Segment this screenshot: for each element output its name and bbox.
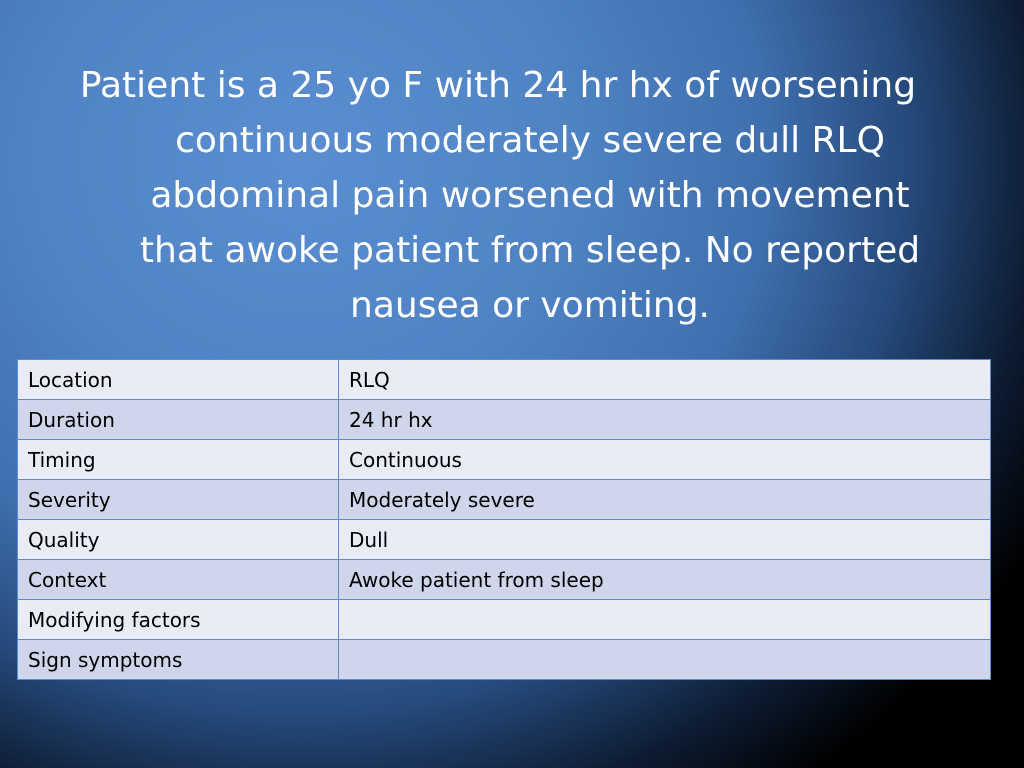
body-text-line: abdominal pain worsened with movement [150, 175, 910, 216]
table-row [18, 480, 991, 520]
row-label: Context [18, 560, 339, 600]
row-label: Timing [18, 440, 339, 480]
body-text-line: Patient is a 25 yo F with 24 hr hx of worsening [79, 65, 917, 106]
row-label: Quality [18, 520, 339, 560]
row-label: Location [18, 360, 339, 400]
table-row [18, 560, 991, 600]
row-value: Moderately severe [339, 480, 991, 520]
body-text-line: that awoke patient from sleep. No reported [139, 230, 921, 271]
row-label: Sign symptoms [18, 640, 339, 680]
body-text-line: continuous moderately severe dull RLQ [175, 120, 885, 161]
table-row [18, 400, 991, 440]
row-value [339, 600, 991, 640]
body-text-line: nausea or vomiting. [350, 285, 710, 326]
table-row [18, 520, 991, 560]
row-value: RLQ [339, 360, 991, 400]
row-value: Awoke patient from sleep [339, 560, 991, 600]
hpi-table [17, 359, 991, 680]
table-row [18, 360, 991, 400]
row-label: Severity [18, 480, 339, 520]
row-value: Continuous [339, 440, 991, 480]
row-label: Modifying factors [18, 600, 339, 640]
row-value [339, 640, 991, 680]
table-row [18, 640, 991, 680]
row-value: 24 hr hx [339, 400, 991, 440]
row-label: Duration [18, 400, 339, 440]
table-row [18, 600, 991, 640]
row-value: Dull [339, 520, 991, 560]
table-row [18, 440, 991, 480]
slide-body-text [60, 58, 1000, 333]
